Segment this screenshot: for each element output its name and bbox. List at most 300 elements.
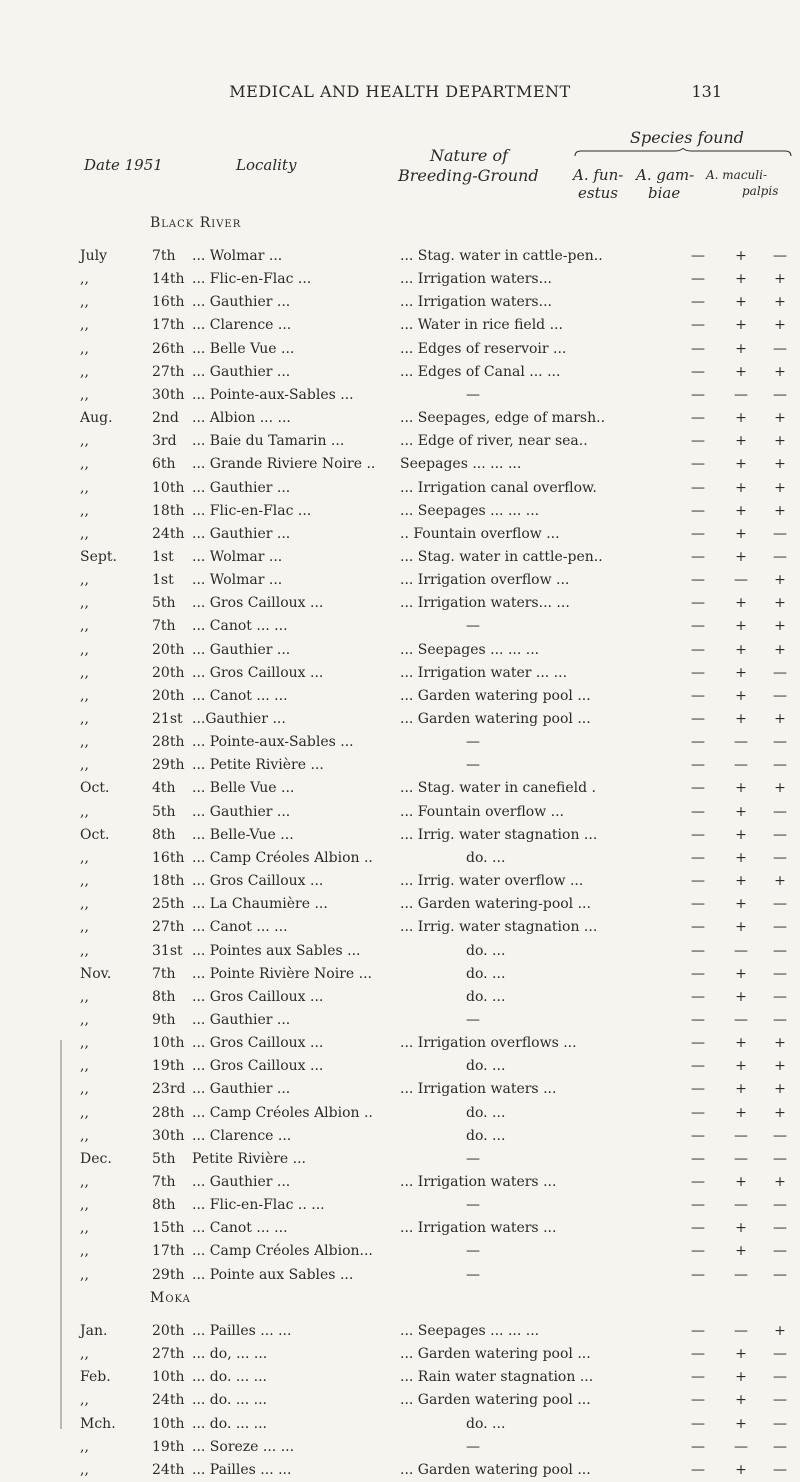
species-funestus-cell: —: [691, 363, 705, 380]
table-row: [0, 1217, 800, 1240]
species-funestus-cell: —: [691, 942, 705, 959]
locality-cell: ... Gros Cailloux ...: [192, 1058, 324, 1075]
date-month: ,,: [80, 456, 89, 473]
table-row: [0, 569, 800, 592]
table-row: [0, 1055, 800, 1078]
species-maculipalpis-cell: +: [774, 479, 786, 496]
locality-cell: ... Flic-en-Flac .. ...: [192, 1197, 325, 1214]
species-funestus-cell: —: [691, 988, 705, 1005]
breeding-ground-cell: ... Seepages ... ... ...: [400, 1323, 540, 1339]
date-month: ,,: [80, 1104, 89, 1121]
species-funestus-cell: —: [691, 1438, 705, 1455]
locality-cell: ... Gauthier ...: [192, 1011, 291, 1028]
date-day: 15th: [152, 1220, 185, 1237]
date-month: ,,: [80, 1058, 89, 1075]
breeding-ground-cell: ... Edges of reservoir ...: [400, 340, 567, 357]
species-gambiae-cell: +: [735, 1174, 747, 1190]
date-column-header: Date 1951: [84, 156, 163, 174]
locality-cell: ... Camp Créoles Albion ..: [192, 1104, 373, 1121]
species-gambiae-cell: +: [735, 1220, 747, 1237]
breeding-ground-cell: —: [466, 1438, 480, 1455]
date-month: Feb.: [80, 1369, 111, 1386]
table-row: [0, 940, 800, 963]
date-day: 7th: [152, 965, 176, 982]
breeding-ground-cell: do. ...: [466, 965, 506, 982]
date-day: 27th: [152, 919, 185, 936]
page-title: MEDICAL AND HEALTH DEPARTMENT: [229, 82, 571, 101]
table-row: [0, 314, 800, 337]
species-funestus-cell: —: [691, 919, 705, 936]
breeding-ground-cell: ... Stag. water in cattle-pen..: [400, 548, 603, 565]
date-day: 30th: [152, 386, 185, 403]
species-funestus-cell: —: [691, 1461, 705, 1478]
locality-cell: ... Gros Cailloux ...: [192, 988, 324, 1005]
table-row: [0, 916, 800, 939]
breeding-ground-cell: ... Fountain overflow ...: [400, 803, 564, 820]
date-day: 27th: [152, 1346, 185, 1363]
species-funestus-cell: —: [691, 572, 705, 589]
table-row: [0, 500, 800, 523]
species-maculipalpis-cell: —: [773, 942, 787, 959]
locality-cell: ... Clarence ...: [192, 1127, 292, 1144]
species-funestus-cell: —: [691, 849, 705, 866]
breeding-ground-cell: ... Irrig. water overflow ...: [400, 873, 584, 890]
date-day: 27th: [152, 363, 185, 380]
nature-header-line1: Nature of: [430, 146, 509, 165]
date-day: 28th: [152, 1104, 185, 1121]
locality-cell: ... Belle Vue ...: [192, 340, 295, 357]
species-gambiae-cell: —: [734, 1011, 748, 1028]
species-maculipalpis-cell: —: [773, 896, 787, 913]
species-funestus-cell: —: [691, 711, 705, 727]
species-gambiae-cell: +: [735, 780, 747, 797]
locality-cell: ... Gauthier ...: [192, 803, 291, 820]
species-gambiae-cell: +: [735, 248, 747, 264]
species-funestus-cell: —: [691, 271, 705, 288]
species-gambiae-cell: +: [735, 1104, 747, 1121]
date-day: 18th: [152, 873, 185, 890]
table-row: [0, 245, 800, 268]
date-day: 8th: [152, 1197, 176, 1214]
species-gambiae-cell: —: [734, 1197, 748, 1214]
species-gambiae-cell: +: [735, 618, 747, 635]
species-funestus-cell: —: [691, 873, 705, 890]
breeding-ground-cell: —: [466, 618, 480, 635]
date-day: 29th: [152, 1266, 185, 1283]
species-maculipalpis-cell: —: [773, 1220, 787, 1237]
breeding-ground-cell: ... Garden watering pool ...: [400, 1392, 591, 1409]
date-month: ,,: [80, 757, 89, 774]
locality-cell: ... Clarence ...: [192, 317, 292, 334]
species-maculipalpis-cell: —: [773, 687, 787, 704]
table-row: [0, 1194, 800, 1217]
date-month: ,,: [80, 572, 89, 589]
date-month: ,,: [80, 595, 89, 612]
date-month: Jan.: [80, 1323, 108, 1339]
date-day: 26th: [152, 340, 185, 357]
species-maculipalpis-cell: —: [773, 1438, 787, 1455]
species-maculipalpis-cell: —: [773, 734, 787, 751]
date-day: 10th: [152, 1035, 185, 1052]
species-maculipalpis-cell: +: [774, 618, 786, 635]
species-maculipalpis-cell: —: [773, 965, 787, 982]
species-gambiae-cell: +: [735, 502, 747, 519]
species-gambiae-cell: +: [735, 687, 747, 704]
date-day: 28th: [152, 734, 185, 751]
breeding-ground-cell: —: [466, 734, 480, 751]
species-gambiae-cell: +: [735, 363, 747, 380]
breeding-ground-cell: —: [466, 1011, 480, 1028]
locality-cell: ... Petite Rivière ...: [192, 757, 324, 774]
species-maculipalpis-cell: —: [773, 1266, 787, 1283]
breeding-ground-cell: ... Stag. water in canefield .: [400, 780, 597, 797]
date-month: ,,: [80, 1438, 89, 1455]
species-funestus-cell: —: [691, 340, 705, 357]
date-day: 17th: [152, 317, 185, 334]
breeding-ground-cell: ... Irrigation waters...: [400, 294, 552, 311]
locality-cell: ... Canot ... ...: [192, 919, 288, 936]
species-funestus-cell: —: [691, 479, 705, 496]
date-month: ,,: [80, 340, 89, 357]
species-gambiae-cell: +: [735, 479, 747, 496]
species-gambiae-cell: +: [735, 1415, 747, 1432]
date-month: ,,: [80, 294, 89, 311]
species-maculipalpis-cell: —: [773, 1243, 787, 1260]
breeding-ground-cell: ... Garden watering pool ...: [400, 1461, 591, 1478]
breeding-ground-cell: ... Seepages ... ... ...: [400, 641, 540, 658]
breeding-ground-cell: do. ...: [466, 1104, 506, 1121]
species-funestus-cell: —: [691, 687, 705, 704]
species-gambiae-cell: —: [734, 942, 748, 959]
species-gambiae-cell: +: [735, 849, 747, 866]
date-day: 7th: [152, 1174, 176, 1190]
species-funestus-cell: —: [691, 1266, 705, 1283]
date-day: 20th: [152, 1323, 185, 1339]
date-month: ,,: [80, 1346, 89, 1363]
breeding-ground-cell: ... Garden watering pool ...: [400, 1346, 591, 1363]
species-maculipalpis-cell: +: [774, 1174, 786, 1190]
date-day: 9th: [152, 1011, 176, 1028]
species-funestus-cell: —: [691, 248, 705, 264]
table-row: [0, 615, 800, 638]
date-month: ,,: [80, 687, 89, 704]
locality-cell: ... do. ... ...: [192, 1415, 267, 1432]
locality-cell: ... Pailles ... ...: [192, 1461, 292, 1478]
species-funestus-cell: —: [691, 294, 705, 311]
species-gambiae-cell: +: [735, 896, 747, 913]
breeding-ground-cell: do. ...: [466, 849, 506, 866]
date-day: 19th: [152, 1058, 185, 1075]
table-row: [0, 268, 800, 291]
breeding-ground-cell: .. Fountain overflow ...: [400, 525, 560, 542]
column-headers: [0, 128, 800, 218]
species-maculipalpis-cell: +: [774, 1323, 786, 1339]
date-day: 14th: [152, 271, 185, 288]
breeding-ground-cell: ... Garden watering pool ...: [400, 711, 591, 727]
breeding-ground-cell: ... Irrigation water ... ...: [400, 664, 568, 681]
locality-cell: ... Pointe aux Sables ...: [192, 1266, 354, 1283]
locality-cell: ... Gros Cailloux ...: [192, 664, 324, 681]
species-maculipalpis-cell: —: [773, 1011, 787, 1028]
species-gambiae-cell: +: [735, 803, 747, 820]
date-month: ,,: [80, 433, 89, 450]
species-maculipalpis-cell: +: [774, 711, 786, 727]
date-day: 29th: [152, 757, 185, 774]
date-day: 7th: [152, 618, 176, 635]
date-day: 24th: [152, 1392, 185, 1409]
species-funestus-cell: —: [691, 317, 705, 334]
date-month: ,,: [80, 641, 89, 658]
locality-cell: ... Gros Cailloux ...: [192, 1035, 324, 1052]
date-day: 1st: [152, 548, 174, 565]
species-gambiae-cell: +: [735, 317, 747, 334]
breeding-ground-cell: ... Edges of Canal ... ...: [400, 363, 561, 380]
species-funestus-cell: —: [691, 896, 705, 913]
date-day: 5th: [152, 595, 176, 612]
species-maculipalpis-cell: —: [773, 988, 787, 1005]
table-row: [0, 963, 800, 986]
table-row: [0, 847, 800, 870]
species-funestus-cell: —: [691, 1197, 705, 1214]
breeding-ground-cell: ... Rain water stagnation ...: [400, 1369, 594, 1386]
table-row: [0, 1032, 800, 1055]
table-row: [0, 1459, 800, 1482]
locality-cell: ... Pointe-aux-Sables ...: [192, 386, 354, 403]
date-day: 5th: [152, 803, 176, 820]
date-day: 23rd: [152, 1081, 186, 1098]
species-2-header-line2: biae: [648, 184, 681, 202]
species-gambiae-cell: —: [734, 1127, 748, 1144]
table-row: [0, 986, 800, 1009]
breeding-ground-cell: ... Irrigation overflows ...: [400, 1035, 577, 1052]
species-gambiae-cell: +: [735, 525, 747, 542]
date-month: July: [80, 248, 108, 264]
breeding-ground-cell: ... Edge of river, near sea..: [400, 433, 588, 450]
breeding-ground-cell: —: [466, 1266, 480, 1283]
table-row: [0, 662, 800, 685]
species-maculipalpis-cell: —: [773, 664, 787, 681]
species-gambiae-cell: —: [734, 1323, 748, 1339]
table-row: [0, 361, 800, 384]
breeding-ground-cell: ... Garden watering-pool ...: [400, 896, 591, 913]
date-month: ,,: [80, 525, 89, 542]
table-row: [0, 639, 800, 662]
table-row: [0, 1171, 800, 1194]
date-month: ,,: [80, 502, 89, 519]
species-gambiae-cell: —: [734, 1438, 748, 1455]
species-funestus-cell: —: [691, 1220, 705, 1237]
date-month: ,,: [80, 1220, 89, 1237]
species-maculipalpis-cell: +: [774, 1035, 786, 1052]
species-1-header-line1: A. fun-: [573, 166, 624, 184]
locality-cell: ... Flic-en-Flac ...: [192, 502, 312, 519]
species-maculipalpis-cell: —: [773, 849, 787, 866]
table-row: [0, 430, 800, 453]
species-maculipalpis-cell: +: [774, 780, 786, 797]
breeding-ground-cell: —: [466, 386, 480, 403]
species-funestus-cell: —: [691, 456, 705, 473]
date-month: Aug.: [80, 410, 113, 427]
breeding-ground-cell: ... Irrigation waters ...: [400, 1081, 557, 1098]
date-day: 3rd: [152, 433, 177, 450]
breeding-ground-cell: do. ...: [466, 1058, 506, 1075]
species-gambiae-cell: +: [735, 595, 747, 612]
table-row: [0, 291, 800, 314]
species-funestus-cell: —: [691, 734, 705, 751]
species-gambiae-cell: +: [735, 456, 747, 473]
species-maculipalpis-cell: —: [773, 548, 787, 565]
table-row: [0, 1009, 800, 1032]
breeding-ground-cell: ... Water in rice field ...: [400, 317, 563, 334]
species-funestus-cell: —: [691, 1150, 705, 1167]
species-maculipalpis-cell: +: [774, 271, 786, 288]
table-row: [0, 685, 800, 708]
species-funestus-cell: —: [691, 1011, 705, 1028]
locality-cell: ... Gauthier ...: [192, 363, 291, 380]
species-gambiae-cell: +: [735, 1392, 747, 1409]
page-header: [0, 82, 800, 112]
date-day: 16th: [152, 294, 185, 311]
species-maculipalpis-cell: —: [773, 1150, 787, 1167]
species-funestus-cell: —: [691, 1104, 705, 1121]
breeding-ground-cell: ... Seepages, edge of marsh..: [400, 410, 606, 427]
date-month: ,,: [80, 1011, 89, 1028]
species-funestus-cell: —: [691, 433, 705, 450]
section-title: Moka: [150, 1290, 191, 1306]
table-row: [0, 384, 800, 407]
breeding-ground-cell: do. ...: [466, 988, 506, 1005]
species-funestus-cell: —: [691, 1415, 705, 1432]
table-row: [0, 731, 800, 754]
date-month: Dec.: [80, 1150, 112, 1167]
date-month: ,,: [80, 919, 89, 936]
date-day: 20th: [152, 641, 185, 658]
breeding-ground-cell: ... Irrigation waters ...: [400, 1220, 557, 1237]
species-funestus-cell: —: [691, 618, 705, 635]
species-gambiae-cell: +: [735, 664, 747, 681]
date-month: ,,: [80, 1243, 89, 1260]
date-month: ,,: [80, 803, 89, 820]
breeding-ground-cell: ... Stag. water in cattle-pen..: [400, 248, 603, 264]
species-funestus-cell: —: [691, 1127, 705, 1144]
species-maculipalpis-cell: +: [774, 502, 786, 519]
date-day: 20th: [152, 664, 185, 681]
species-gambiae-cell: +: [735, 1035, 747, 1052]
species-gambiae-cell: —: [734, 572, 748, 589]
table-row: [0, 801, 800, 824]
date-month: ,,: [80, 1392, 89, 1409]
table-row: [0, 824, 800, 847]
species-funestus-cell: —: [691, 1323, 705, 1339]
date-month: ,,: [80, 1266, 89, 1283]
species-funestus-cell: —: [691, 1392, 705, 1409]
species-gambiae-cell: +: [735, 410, 747, 427]
species-gambiae-cell: —: [734, 734, 748, 751]
date-month: ,,: [80, 942, 89, 959]
species-maculipalpis-cell: +: [774, 1058, 786, 1075]
breeding-ground-cell: ... Irrigation overflow ...: [400, 572, 570, 589]
date-month: ,,: [80, 1127, 89, 1144]
species-gambiae-cell: +: [735, 1369, 747, 1386]
table-row: [0, 1078, 800, 1101]
locality-cell: ... Pointe Rivière Noire ...: [192, 965, 372, 982]
species-maculipalpis-cell: —: [773, 919, 787, 936]
locality-cell: ... Gros Cailloux ...: [192, 873, 324, 890]
species-maculipalpis-cell: —: [773, 1127, 787, 1144]
table-row: [0, 546, 800, 569]
date-month: ,,: [80, 1035, 89, 1052]
table-row: [0, 1366, 800, 1389]
species-maculipalpis-cell: +: [774, 873, 786, 890]
species-gambiae-cell: —: [734, 386, 748, 403]
locality-cell: ... Camp Créoles Albion ..: [192, 849, 373, 866]
locality-cell: ... Pailles ... ...: [192, 1323, 292, 1339]
species-brace: [573, 148, 793, 158]
species-maculipalpis-cell: +: [774, 294, 786, 311]
species-funestus-cell: —: [691, 803, 705, 820]
date-day: 10th: [152, 1369, 185, 1386]
breeding-ground-cell: do. ...: [466, 1127, 506, 1144]
table-row: [0, 1240, 800, 1263]
species-maculipalpis-cell: —: [773, 1197, 787, 1214]
table-row: [0, 592, 800, 615]
table-row: [0, 1102, 800, 1125]
species-gambiae-cell: +: [735, 294, 747, 311]
species-gambiae-cell: —: [734, 1150, 748, 1167]
species-gambiae-cell: +: [735, 1081, 747, 1098]
breeding-ground-cell: ... Seepages ... ... ...: [400, 502, 540, 519]
date-day: 6th: [152, 456, 176, 473]
date-month: ,,: [80, 849, 89, 866]
locality-cell: ... Canot ... ...: [192, 1220, 288, 1237]
breeding-ground-cell: —: [466, 1150, 480, 1167]
species-maculipalpis-cell: —: [773, 757, 787, 774]
table-row: [0, 523, 800, 546]
date-day: 8th: [152, 988, 176, 1005]
species-maculipalpis-cell: +: [774, 595, 786, 612]
species-gambiae-cell: +: [735, 433, 747, 450]
date-month: ,,: [80, 1174, 89, 1190]
date-day: 31st: [152, 942, 183, 959]
date-month: ,,: [80, 479, 89, 496]
species-gambiae-cell: +: [735, 641, 747, 658]
breeding-ground-cell: ... Irrigation waters ...: [400, 1174, 557, 1190]
species-found-header: Species found: [630, 128, 744, 147]
species-funestus-cell: —: [691, 1035, 705, 1052]
species-funestus-cell: —: [691, 525, 705, 542]
date-month: Oct.: [80, 780, 110, 797]
species-funestus-cell: —: [691, 1346, 705, 1363]
date-day: 21st: [152, 711, 183, 727]
locality-cell: ... Albion ... ...: [192, 410, 291, 427]
locality-cell: ... Gauthier ...: [192, 525, 291, 542]
date-month: Sept.: [80, 548, 117, 565]
species-funestus-cell: —: [691, 664, 705, 681]
species-gambiae-cell: +: [735, 873, 747, 890]
species-maculipalpis-cell: +: [774, 433, 786, 450]
species-funestus-cell: —: [691, 780, 705, 797]
date-day: 10th: [152, 479, 185, 496]
locality-cell: ... Gauthier ...: [192, 1081, 291, 1098]
species-funestus-cell: —: [691, 1369, 705, 1386]
table-row: [0, 893, 800, 916]
species-funestus-cell: —: [691, 1243, 705, 1260]
locality-cell: ... Gauthier ...: [192, 641, 291, 658]
locality-cell: ... Canot ... ...: [192, 618, 288, 635]
species-funestus-cell: —: [691, 386, 705, 403]
date-day: 7th: [152, 248, 176, 264]
species-gambiae-cell: +: [735, 1058, 747, 1075]
